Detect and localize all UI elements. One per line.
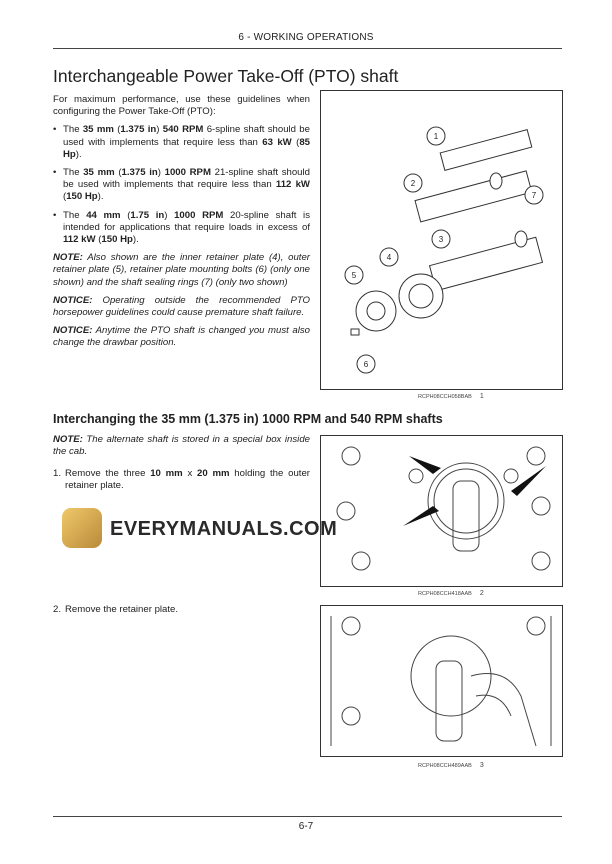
callout-4: 4: [386, 253, 392, 262]
header-rule: [53, 48, 562, 49]
watermark-text: EVERYMANUALS.COM: [110, 518, 338, 540]
figure-2-caption: RCPH08CCH418AAB 2: [418, 590, 484, 597]
section-header: 6 - WORKING OPERATIONS: [238, 32, 374, 43]
figure-1-caption: RCPH08CCH058BAB 1: [418, 393, 484, 400]
page-number: 6-7: [298, 821, 314, 832]
figure-retainer-bolts: [320, 435, 563, 587]
step-2: 2. Remove the retainer plate.: [53, 604, 179, 615]
figure-retainer-plate-removal: [320, 605, 563, 757]
callout-5: 5: [351, 271, 357, 280]
callout-2: 2: [410, 179, 416, 188]
retainer-plate-removal-illustration: [321, 606, 562, 756]
section-note: NOTE: The alternate shaft is stored in a special box inside the cab.: [53, 434, 310, 458]
retainer-bolts-illustration: [321, 436, 562, 586]
pto-shafts-illustration: [321, 91, 562, 389]
figure-3-caption: RCPH08CCH489AAB 3: [418, 762, 484, 769]
section-heading: Interchanging the 35 mm (1.375 in) 1000 RPM and 540 RPM shafts: [53, 412, 443, 426]
callout-6: 6: [363, 360, 369, 369]
pto-guidelines: [53, 94, 310, 350]
figure-pto-shafts: [320, 90, 563, 390]
callout-3: 3: [438, 235, 444, 244]
notice-drawbar: NOTICE: Anytime the PTO shaft is changed you must also change the drawbar position.: [53, 325, 310, 349]
note-parts: NOTE: Also shown are the inner retainer plate (4), outer retainer plate (5), retainer plate mounting bolts (6) (only one shown) and the shaft sealing rings (7) (only two shown): [53, 252, 310, 288]
shaft-list: [53, 124, 310, 246]
list-item: • The 44 mm (1.75 in) 1000 RPM 20-spline shaft is intended for applications that require loads in excess of 112 kW (150 Hp).: [53, 210, 310, 247]
page-title: Interchangeable Power Take-Off (PTO) shaft: [53, 66, 399, 86]
list-item: • The 35 mm (1.375 in) 1000 RPM 21-spline shaft should be used with implements that require less than 112 kW (150 Hp).: [53, 167, 310, 204]
notice-horsepower: NOTICE: Operating outside the recommended PTO horsepower guidelines could cause premature shaft failure.: [53, 294, 310, 319]
list-item: • The 35 mm (1.375 in) 540 RPM 6-spline shaft should be used with implements that require less than 63 kW (85 Hp).: [53, 124, 310, 161]
step-1: 1. Remove the three 10 mm x 20 mm holding the outer retainer plate.: [53, 468, 310, 492]
watermark-logo: [62, 508, 102, 548]
footer-rule: [53, 816, 562, 817]
callout-7: 7: [531, 191, 537, 200]
intro-text: For maximum performance, use these guidelines when configuring the Power Take-Off (PTO):: [53, 94, 310, 118]
callout-1: 1: [433, 132, 439, 141]
